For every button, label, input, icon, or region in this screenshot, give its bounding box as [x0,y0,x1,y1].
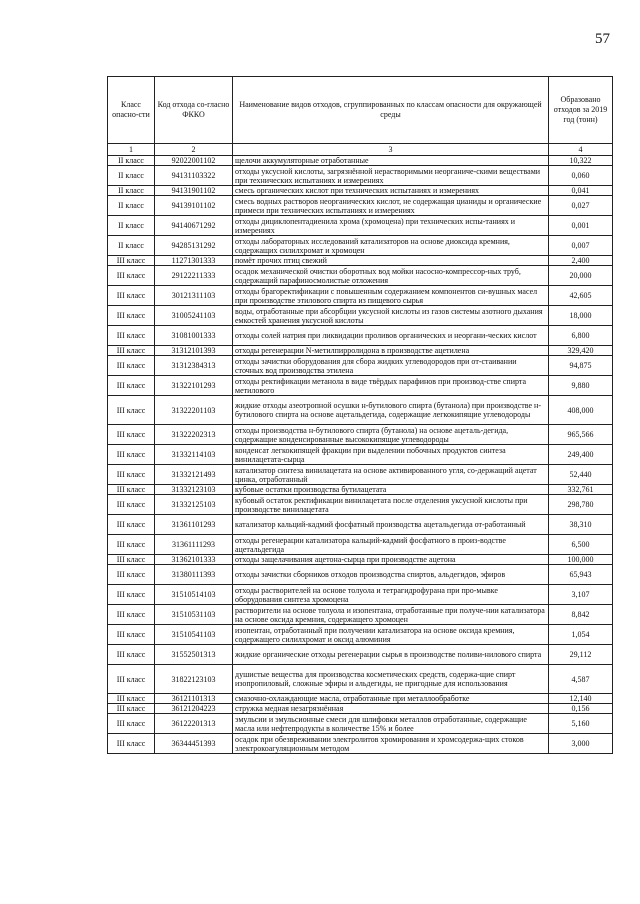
hazard-class-cell: III класс [108,495,155,515]
fkko-code-cell: 36121204223 [155,704,233,714]
table-row [108,714,613,734]
waste-name-cell: конденсат легкокипящей фракции при выделении побочных продуктов синтеза винилацетата-сырца [233,445,549,465]
table-row [108,326,613,346]
fkko-code-cell: 31332114103 [155,445,233,465]
amount-cell: 38,310 [549,515,613,535]
column-number-row [108,144,613,156]
column-number: 1 [108,144,155,156]
fkko-code-cell: 31510531103 [155,605,233,625]
table-row [108,645,613,665]
fkko-code-cell: 31552501313 [155,645,233,665]
amount-cell: 0,027 [549,196,613,216]
fkko-code-cell: 31380111393 [155,565,233,585]
hazard-class-cell: III класс [108,535,155,555]
amount-cell: 20,000 [549,266,613,286]
fkko-code-cell: 31312101393 [155,346,233,356]
column-number: 2 [155,144,233,156]
hazard-class-cell: III класс [108,346,155,356]
fkko-code-cell: 31361111293 [155,535,233,555]
amount-cell: 408,000 [549,396,613,425]
waste-name-cell: кубовые остатки производства бутилацетата [233,485,549,495]
hazard-class-cell: III класс [108,306,155,326]
header-fkko-code: Код отхода со-гласно ФККО [155,77,233,144]
fkko-code-cell: 31322101293 [155,376,233,396]
header-hazard-class: Класс опасно-сти [108,77,155,144]
amount-cell: 12,140 [549,694,613,704]
hazard-class-cell: III класс [108,396,155,425]
waste-name-cell: изопентан, отработанный при получении катализатора на основе оксида кремния, содержащего силилхромат и оксид алюминия [233,625,549,645]
amount-cell: 0,001 [549,216,613,236]
hazard-class-cell: III класс [108,645,155,665]
amount-cell: 8,842 [549,605,613,625]
fkko-code-cell: 11271301333 [155,256,233,266]
amount-cell: 2,400 [549,256,613,266]
table-row [108,196,613,216]
table-row [108,734,613,754]
amount-cell: 0,041 [549,186,613,196]
hazard-class-cell: III класс [108,555,155,565]
table-row [108,625,613,645]
waste-name-cell: отходы солей натрия при ликвидации проливов органических и неоргани-ческих кислот [233,326,549,346]
hazard-class-cell: III класс [108,704,155,714]
waste-name-cell: душистые вещества для производства косметических средств, содержа-щие спирт изопропиловый, сложные эфиры и альдегиды, не пригодные для использования [233,665,549,694]
hazard-class-cell: III класс [108,734,155,754]
fkko-code-cell: 31822123103 [155,665,233,694]
hazard-class-cell: III класс [108,515,155,535]
amount-cell: 6,800 [549,326,613,346]
hazard-class-cell: II класс [108,216,155,236]
waste-name-cell: отходы производства н-бутилового спирта (бутанола) на основе ацеталь-дегида, содержащие конденсированные высококипящие углеводороды [233,425,549,445]
hazard-class-cell: III класс [108,585,155,605]
table-row [108,216,613,236]
waste-name-cell: отходы защелачивания ацетона-сырца при производстве ацетона [233,555,549,565]
fkko-code-cell: 31332121493 [155,465,233,485]
page-number: 57 [595,31,610,47]
hazard-class-cell: II класс [108,166,155,186]
amount-cell: 0,156 [549,704,613,714]
hazard-class-cell: III класс [108,465,155,485]
fkko-code-cell: 31322202313 [155,425,233,445]
hazard-class-cell: III класс [108,694,155,704]
table-row [108,605,613,625]
fkko-code-cell: 94285131292 [155,236,233,256]
waste-table [107,76,613,754]
table-row [108,286,613,306]
fkko-code-cell: 94140671292 [155,216,233,236]
waste-name-cell: воды, отработанные при абсорбции уксусной кислоты из газов системы азотного дыхания емкостей хранения уксусной кислоты [233,306,549,326]
table-row [108,465,613,485]
hazard-class-cell: III класс [108,376,155,396]
table-row [108,485,613,495]
hazard-class-cell: III класс [108,286,155,306]
amount-cell: 10,322 [549,156,613,166]
waste-name-cell: отходы зачистки сборников отходов производства спиртов, альдегидов, эфиров [233,565,549,585]
fkko-code-cell: 31322201103 [155,396,233,425]
waste-name-cell: стружка медная незагрязнённая [233,704,549,714]
amount-cell: 18,000 [549,306,613,326]
waste-name-cell: кубовый остаток ректификации винилацетата после отделения уксусной кислоты при производстве винилацетата [233,495,549,515]
hazard-class-cell: III класс [108,326,155,346]
amount-cell: 52,440 [549,465,613,485]
waste-name-cell: катализатор кальций-кадмий фосфатный производства ацетальдегида от-работанный [233,515,549,535]
hazard-class-cell: III класс [108,425,155,445]
header-row [108,77,613,144]
fkko-code-cell: 31312384313 [155,356,233,376]
fkko-code-cell: 31081001333 [155,326,233,346]
hazard-class-cell: III класс [108,256,155,266]
hazard-class-cell: II класс [108,186,155,196]
table-row [108,565,613,585]
amount-cell: 3,107 [549,585,613,605]
waste-name-cell: отходы зачистки оборудования для сбора жидких углеводородов при от-стаивании сточных вод производства этилена [233,356,549,376]
table-row [108,694,613,704]
waste-name-cell: отходы дициклопентадиенила хрома (хромоцена) при технических испы-таниях и измерениях [233,216,549,236]
table-row [108,266,613,286]
fkko-code-cell: 31332123103 [155,485,233,495]
table-row [108,535,613,555]
table-row [108,515,613,535]
table-row [108,495,613,515]
hazard-class-cell: III класс [108,356,155,376]
table-row [108,166,613,186]
column-number: 4 [549,144,613,156]
hazard-class-cell: III класс [108,625,155,645]
fkko-code-cell: 31005241103 [155,306,233,326]
amount-cell: 6,500 [549,535,613,555]
fkko-code-cell: 36344451393 [155,734,233,754]
fkko-code-cell: 36121101313 [155,694,233,704]
waste-name-cell: жидкие отходы азеотропной осушки н-бутилового спирта (бутанола) при производстве н-бутилового спирта на основе ацетальдегида, содержащие легкокипящие углеводороды [233,396,549,425]
waste-name-cell: отходы регенерации катализатора кальций-кадмий фосфатного в произ-водстве ацетальдегида [233,535,549,555]
table-row [108,665,613,694]
hazard-class-cell: III класс [108,266,155,286]
amount-cell: 29,112 [549,645,613,665]
amount-cell: 298,780 [549,495,613,515]
table-row [108,585,613,605]
table-row [108,376,613,396]
waste-name-cell: помёт прочих птиц свежий [233,256,549,266]
header-waste-name: Наименование видов отходов, сгруппированных по классам опасности для окружающей среды [233,77,549,144]
amount-cell: 332,761 [549,485,613,495]
table-row [108,555,613,565]
hazard-class-cell: III класс [108,665,155,694]
table-row [108,356,613,376]
waste-name-cell: смазочно-охлаждающие масла, отработанные при металлообработке [233,694,549,704]
amount-cell: 329,420 [549,346,613,356]
fkko-code-cell: 31510514103 [155,585,233,605]
hazard-class-cell: III класс [108,605,155,625]
amount-cell: 5,160 [549,714,613,734]
table-row [108,396,613,425]
waste-name-cell: отходы брагоректификации с повышенным содержанием компонентов си-вушных масел при производстве этилового спирта из пищевого сырья [233,286,549,306]
waste-name-cell: эмульсии и эмульсионные смеси для шлифовки металлов отработанные, содержащие масла или нефтепродукты в количестве 15% и более [233,714,549,734]
waste-name-cell: отходы уксусной кислоты, загрязнённой нерастворимыми неорганиче-скими веществами при технических испытаниях и измерениях [233,166,549,186]
amount-cell: 42,605 [549,286,613,306]
waste-name-cell: смесь водных растворов неорганических кислот, не содержащая цианиды и органические примеси при технических испытаниях и измерениях [233,196,549,216]
waste-name-cell: жидкие органические отходы регенерации сырья в производстве поливи-нилового спирта [233,645,549,665]
amount-cell: 0,007 [549,236,613,256]
hazard-class-cell: II класс [108,236,155,256]
waste-name-cell: смесь органических кислот при технических испытаниях и измерениях [233,186,549,196]
hazard-class-cell: II класс [108,196,155,216]
table-row [108,425,613,445]
table-row [108,256,613,266]
waste-name-cell: отходы растворителей на основе толуола и тетрагидрофурана при про-мывке оборудования синтеза хромоцена [233,585,549,605]
table-row [108,704,613,714]
amount-cell: 94,875 [549,356,613,376]
fkko-code-cell: 36122201313 [155,714,233,734]
hazard-class-cell: II класс [108,156,155,166]
fkko-code-cell: 92022001102 [155,156,233,166]
waste-name-cell: катализатор синтеза винилацетата на основе активированного угля, со-держащий ацетат цинка, отработанный [233,465,549,485]
amount-cell: 249,400 [549,445,613,465]
amount-cell: 65,943 [549,565,613,585]
waste-name-cell: отходы регенерации N-метилпирролидона в производстве ацетилена [233,346,549,356]
table-row [108,186,613,196]
fkko-code-cell: 94131901102 [155,186,233,196]
waste-name-cell: щелочи аккумуляторные отработанные [233,156,549,166]
table-row [108,306,613,326]
table-row [108,156,613,166]
waste-name-cell: осадок при обезвреживании электролитов хромирования и хромсодержа-щих стоков электрокоагуляционным методом [233,734,549,754]
waste-name-cell: осадок механической очистки оборотных вод мойки насосно-компрессор-ных труб, содержащий парафиносмолистые отложения [233,266,549,286]
amount-cell: 4,587 [549,665,613,694]
column-number: 3 [233,144,549,156]
fkko-code-cell: 29122211333 [155,266,233,286]
waste-name-cell: растворители на основе толуола и изопентана, отработанные при получе-нии катализатора на основе оксида кремния, содержащего хромоцен [233,605,549,625]
fkko-code-cell: 94139101102 [155,196,233,216]
table-row [108,445,613,465]
amount-cell: 0,060 [549,166,613,186]
hazard-class-cell: III класс [108,485,155,495]
amount-cell: 100,000 [549,555,613,565]
hazard-class-cell: III класс [108,445,155,465]
fkko-code-cell: 30121311103 [155,286,233,306]
waste-name-cell: отходы лабораторных исследований катализаторов на основе диоксида кремния, содержащих силилхромат и хромоцен [233,236,549,256]
table-row [108,346,613,356]
amount-cell: 965,566 [549,425,613,445]
fkko-code-cell: 94131103322 [155,166,233,186]
amount-cell: 9,880 [549,376,613,396]
header-amount: Образовано отходов за 2019 год (тонн) [549,77,613,144]
waste-name-cell: отходы ректификации метанола в виде твёрдых парафинов при производ-стве спирта метилового [233,376,549,396]
fkko-code-cell: 31510541103 [155,625,233,645]
hazard-class-cell: III класс [108,714,155,734]
table-row [108,236,613,256]
amount-cell: 3,000 [549,734,613,754]
fkko-code-cell: 31332125103 [155,495,233,515]
fkko-code-cell: 31361101293 [155,515,233,535]
hazard-class-cell: III класс [108,565,155,585]
amount-cell: 1,054 [549,625,613,645]
fkko-code-cell: 31362101333 [155,555,233,565]
